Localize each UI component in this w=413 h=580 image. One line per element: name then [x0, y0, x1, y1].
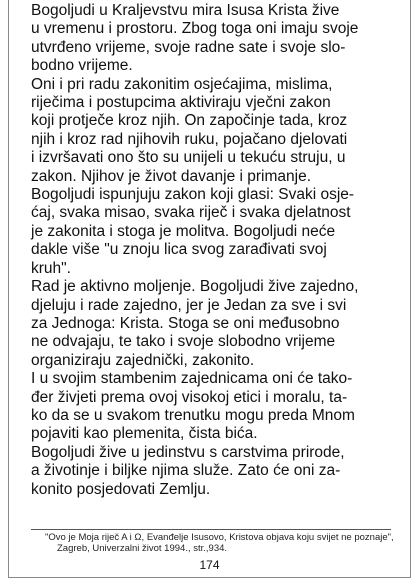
body-line: u vremenu i prostoru. Zbog toga oni imaju svoje — [31, 20, 359, 38]
body-text — [31, 2, 403, 499]
body-line: koji protječe kroz njih. On započinje tada, kroz — [31, 112, 348, 130]
body-line: đer živjeti prema ovoj visokoj etici i moralu, ta- — [31, 388, 348, 406]
footnote — [45, 532, 405, 554]
footnote-divider — [31, 529, 391, 530]
footnote-line-2: Zagreb, Univerzalni život 1994., str.,934. — [57, 543, 228, 554]
body-line: Bogoljudi u Kraljevstvu mira Isusa Krista žive — [31, 2, 340, 19]
body-line: djeluju i rade zajedno, jer je Jedan za sve i svi — [31, 296, 347, 314]
body-line: utvrđeno vrijeme, svoje radne sate i svoje slo- — [31, 38, 346, 56]
body-line: Bogoljudi žive u jedinstvu s carstvima prirode, — [31, 443, 345, 461]
body-line: dakle više "u znoju lica svog zarađivati svoj — [31, 241, 327, 259]
body-line: Oni i pri radu zakonitim osjećajima, mislima, — [31, 75, 333, 93]
body-line: riječima i postupcima aktiviraju vječni zakon — [31, 94, 331, 112]
body-line: kruh". — [31, 259, 71, 277]
body-line: ćaj, svaka misao, svaka riječ i svaka djelatnost — [31, 204, 351, 222]
body-line: pojaviti kao plemenita, čista bića. — [31, 425, 258, 443]
body-line: ne odvajaju, te tako i svoje slobodno vrijeme — [31, 333, 336, 351]
body-line: bodno vrijeme. — [31, 57, 133, 75]
body-line: konito posjedovati Zemlju. — [31, 480, 211, 498]
body-line: organiziraju zajednički, zakonito. — [31, 351, 255, 369]
body-line: Bogoljudi ispunjuju zakon koji glasi: Svaki osje- — [31, 186, 355, 204]
footnote-line-1: "Ovo je Moja riječ A i Ω, Evanđelje Isusovo, Kristova objava koju svijet ne poznaje", — [45, 532, 394, 543]
body-line: a životinje i biljke njima služe. Zato će oni za- — [31, 462, 341, 480]
body-line: za Jednoga: Krista. Stoga se oni međusobno — [31, 314, 340, 332]
book-page — [8, 0, 411, 578]
body-line: njih i kroz rad njihovih ruku, pojačano djelovati — [31, 130, 348, 148]
body-line: I u svojim stambenim zajednicama oni će tako- — [31, 370, 353, 388]
body-line: i izvršavati ono što su unijeli u tekuću struju, u — [31, 149, 346, 167]
body-line: zakon. Njihov je život davanje i primanje. — [31, 167, 311, 185]
body-line: ko da se u svakom trenutku mogu preda Mnom — [31, 406, 355, 424]
body-line: Rad je aktivno moljenje. Bogoljudi žive zajedno, — [31, 278, 359, 296]
body-line: je zakonita i stoga je molitva. Bogoljudi neće — [31, 222, 336, 240]
page-number: 174 — [199, 558, 220, 572]
